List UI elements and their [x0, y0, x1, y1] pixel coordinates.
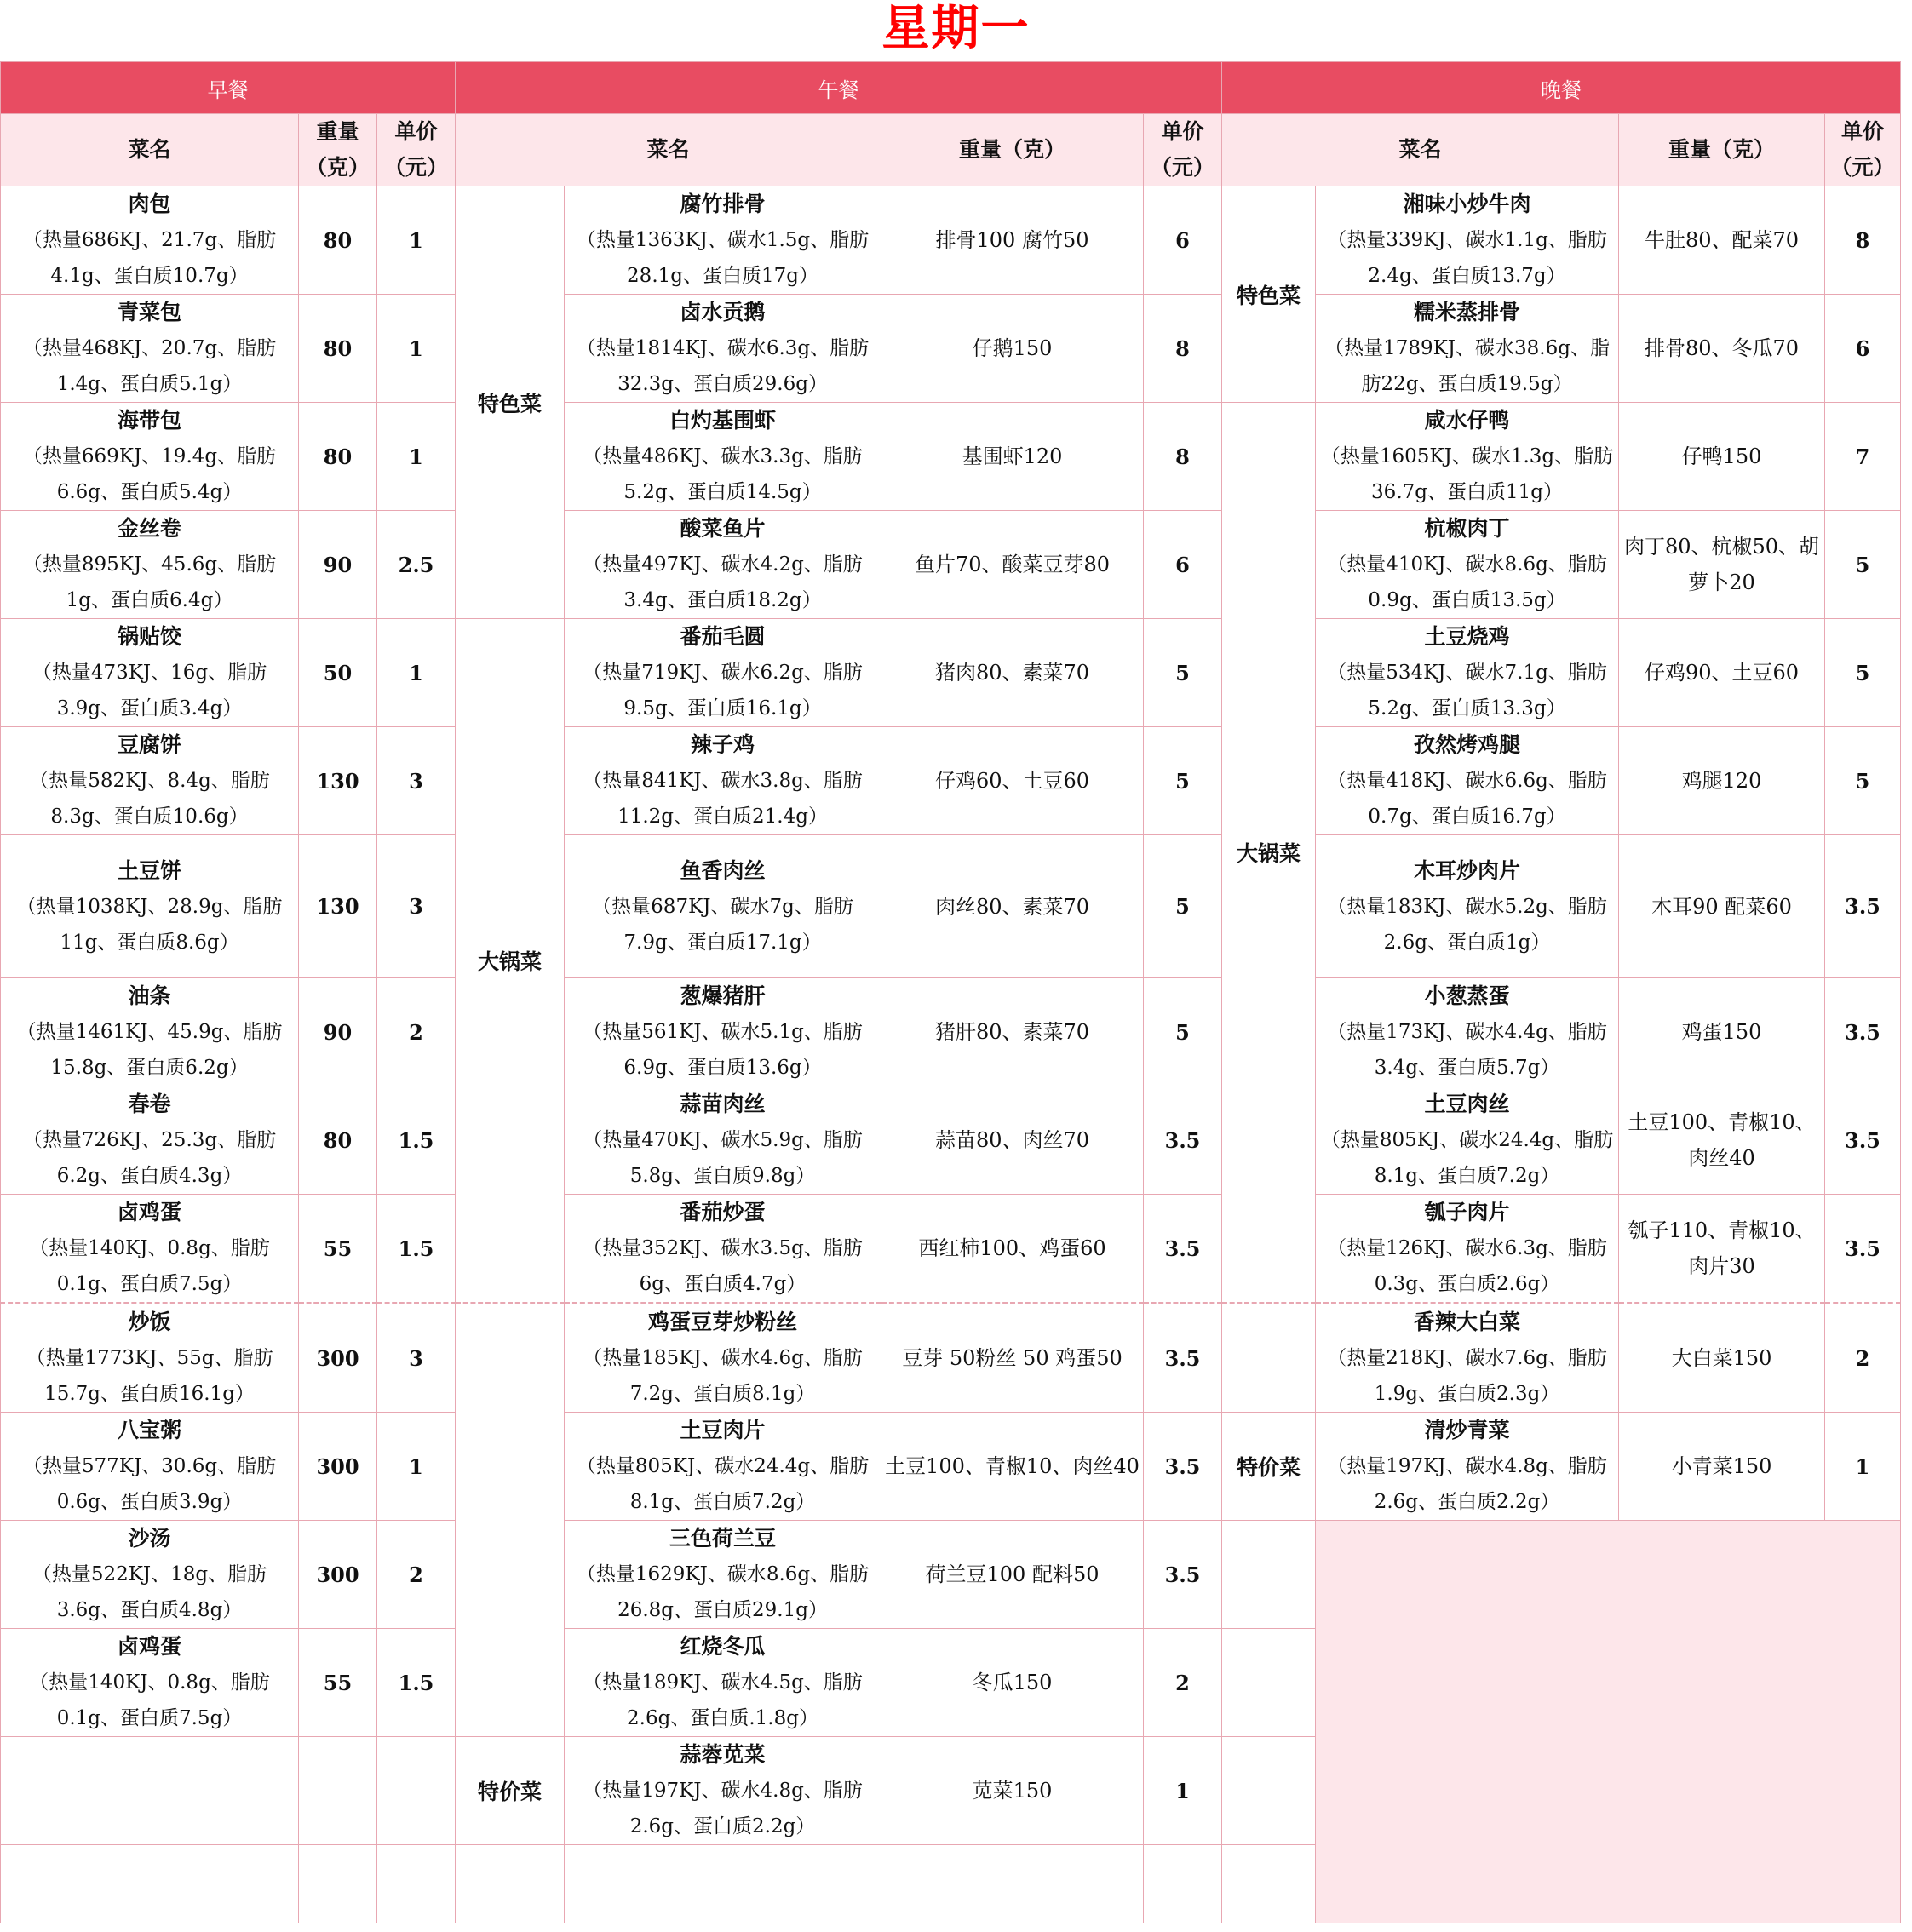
dinner-dish-cell [1316, 1304, 1619, 1413]
dinner-price: 3.5 [1825, 1086, 1901, 1195]
dinner-weight: 排骨80、冬瓜70 [1619, 295, 1825, 403]
dish-name: 孜然烤鸡腿 [1414, 732, 1521, 757]
lunch-weight: 冬瓜150 [881, 1629, 1144, 1737]
lunch-dish-cell [565, 978, 881, 1086]
dish-name: 卤水贡鹅 [680, 300, 766, 324]
dinner-price: 6 [1825, 295, 1901, 403]
dish-nutrition: （热量173KJ、碳水4.4g、脂肪3.4g、蛋白质5.7g） [1327, 1021, 1607, 1079]
empty-cell [1144, 1845, 1222, 1923]
table-row [1, 727, 1901, 835]
dish-nutrition: （热量805KJ、碳水24.4g、脂肪8.1g、蛋白质7.2g） [1320, 1129, 1614, 1187]
dish-nutrition: （热量218KJ、碳水7.6g、脂肪1.9g、蛋白质2.3g） [1327, 1347, 1607, 1405]
dish-nutrition: （热量126KJ、碳水6.3g、脂肪0.3g、蛋白质2.6g） [1327, 1237, 1607, 1295]
table-row [1, 403, 1901, 511]
dish-name: 腐竹排骨 [680, 192, 766, 216]
dish-nutrition: （热量183KJ、碳水5.2g、脂肪2.6g、蛋白质1g） [1327, 895, 1607, 954]
lunch-dish-cell [565, 186, 881, 295]
table-row [1, 511, 1901, 619]
dinner-weight: 鸡腿120 [1619, 727, 1825, 835]
lunch-dish-cell [565, 511, 881, 619]
breakfast-price: 1.5 [377, 1629, 456, 1737]
dish-name: 油条 [128, 983, 171, 1008]
dish-name: 卤鸡蛋 [117, 1634, 181, 1659]
breakfast-weight: 80 [299, 295, 377, 403]
breakfast-dish-cell [1, 1521, 299, 1629]
empty-cell [1, 1845, 299, 1923]
lunch-price: 3.5 [1144, 1521, 1222, 1629]
breakfast-weight: 50 [299, 619, 377, 727]
col-price: 单价（元） [1825, 114, 1901, 186]
col-weight: 重量（克） [1619, 114, 1825, 186]
dinner-price: 2 [1825, 1304, 1901, 1413]
lunch-weight: 排骨100 腐竹50 [881, 186, 1144, 295]
lunch-weight: 豆芽 50粉丝 50 鸡蛋50 [881, 1304, 1144, 1413]
lunch-weight: 基围虾120 [881, 403, 1144, 511]
dish-name: 白灼基围虾 [669, 408, 777, 433]
dish-nutrition: （热量561KJ、碳水5.1g、脂肪6.9g、蛋白质13.6g） [583, 1021, 863, 1079]
dish-name: 炒饭 [128, 1310, 171, 1334]
lunch-weight: 荷兰豆100 配料50 [881, 1521, 1144, 1629]
breakfast-price: 1 [377, 295, 456, 403]
lunch-dish-cell [565, 295, 881, 403]
dish-name: 八宝粥 [117, 1418, 181, 1442]
lunch-price: 5 [1144, 619, 1222, 727]
lunch-dish-cell [565, 1086, 881, 1195]
dinner-dish-cell [1316, 511, 1619, 619]
lunch-dish-cell [565, 1737, 881, 1845]
lunch-weight: 仔鹅150 [881, 295, 1144, 403]
lunch-dish-cell [565, 1304, 881, 1413]
dinner-category-special: 特色菜 [1222, 186, 1316, 403]
dish-name: 红烧冬瓜 [680, 1634, 766, 1659]
dish-nutrition: （热量669KJ、19.4g、脂肪6.6g、蛋白质5.4g） [22, 445, 277, 503]
dish-name: 蒜蓉苋菜 [680, 1742, 766, 1767]
breakfast-price: 3 [377, 1304, 456, 1413]
dish-name: 春卷 [128, 1092, 171, 1116]
lunch-price: 2 [1144, 1629, 1222, 1737]
page-title: 星期一 [881, 1, 1031, 56]
breakfast-price: 1 [377, 619, 456, 727]
lunch-price: 6 [1144, 511, 1222, 619]
lunch-price: 8 [1144, 295, 1222, 403]
empty-cell [1222, 1629, 1316, 1737]
dish-nutrition: （热量197KJ、碳水4.8g、脂肪2.6g、蛋白质2.2g） [1327, 1455, 1607, 1513]
lunch-weight: 西红柿100、鸡蛋60 [881, 1195, 1144, 1304]
breakfast-price: 1 [377, 1413, 456, 1521]
lunch-price: 6 [1144, 186, 1222, 295]
dish-name: 鱼香肉丝 [680, 857, 766, 883]
dinner-weight: 鸡蛋150 [1619, 978, 1825, 1086]
dish-name: 土豆烧鸡 [1424, 624, 1510, 649]
dish-name: 金丝卷 [117, 516, 181, 541]
dinner-dish-cell [1316, 727, 1619, 835]
dinner-price: 3.5 [1825, 1195, 1901, 1304]
dinner-category-blank [1222, 1304, 1316, 1413]
lunch-dish-cell [565, 727, 881, 835]
breakfast-price: 3 [377, 727, 456, 835]
menu-table [0, 61, 1901, 1923]
lunch-price: 5 [1144, 978, 1222, 1086]
col-price: 单价（元） [1144, 114, 1222, 186]
dinner-price: 1 [1825, 1413, 1901, 1521]
dish-nutrition: （热量534KJ、碳水7.1g、脂肪5.2g、蛋白质13.3g） [1327, 662, 1607, 719]
dish-nutrition: （热量1789KJ、碳水38.6g、脂肪22g、蛋白质19.5g） [1324, 337, 1610, 395]
dish-nutrition: （热量522KJ、18g、脂肪3.6g、蛋白质4.8g） [32, 1563, 267, 1621]
dish-nutrition: （热量418KJ、碳水6.6g、脂肪0.7g、蛋白质16.7g） [1327, 770, 1607, 828]
dinner-dish-cell [1316, 1086, 1619, 1195]
dinner-weight: 肉丁80、杭椒50、胡萝卜20 [1619, 511, 1825, 619]
table-row [1, 1086, 1901, 1195]
dinner-weight: 瓠子110、青椒10、肉片30 [1619, 1195, 1825, 1304]
dish-nutrition: （热量1629KJ、碳水8.6g、脂肪26.8g、蛋白质29.1g） [576, 1563, 870, 1621]
table-row [1, 1521, 1901, 1629]
dish-nutrition: （热量686KJ、21.7g、脂肪4.1g、蛋白质10.7g） [22, 229, 277, 287]
lunch-price: 3.5 [1144, 1086, 1222, 1195]
breakfast-dish-cell [1, 1195, 299, 1304]
table-row [1, 619, 1901, 727]
dish-nutrition: （热量140KJ、0.8g、脂肪0.1g、蛋白质7.5g） [29, 1671, 270, 1729]
col-name: 菜名 [1222, 114, 1619, 186]
dish-name: 土豆饼 [117, 857, 181, 883]
breakfast-weight: 80 [299, 403, 377, 511]
dish-nutrition: （热量687KJ、碳水7g、脂肪7.9g、蛋白质17.1g） [592, 895, 853, 954]
dish-nutrition: （热量805KJ、碳水24.4g、脂肪8.1g、蛋白质7.2g） [576, 1455, 870, 1513]
breakfast-price: 1 [377, 186, 456, 295]
lunch-category-special: 特色菜 [456, 186, 565, 619]
dinner-weight: 小青菜150 [1619, 1413, 1825, 1521]
breakfast-dish-cell [1, 1086, 299, 1195]
lunch-dish-cell [565, 1629, 881, 1737]
dish-name: 鸡蛋豆芽炒粉丝 [648, 1310, 798, 1334]
breakfast-dish-cell [1, 978, 299, 1086]
empty-cell [456, 1845, 565, 1923]
dish-nutrition: （热量189KJ、碳水4.5g、脂肪2.6g、蛋白质.1.8g） [583, 1671, 863, 1729]
dish-name: 湘味小炒牛肉 [1403, 192, 1531, 216]
lunch-weight: 苋菜150 [881, 1737, 1144, 1845]
lunch-weight: 土豆100、青椒10、肉丝40 [881, 1413, 1144, 1521]
meal-breakfast: 早餐 [1, 62, 456, 114]
lunch-price: 3.5 [1144, 1304, 1222, 1413]
col-weight: 重量（克） [299, 114, 377, 186]
lunch-price: 3.5 [1144, 1195, 1222, 1304]
lunch-dish-cell [565, 1413, 881, 1521]
lunch-weight: 猪肉80、素菜70 [881, 619, 1144, 727]
dish-nutrition: （热量577KJ、30.6g、脂肪0.6g、蛋白质3.9g） [22, 1455, 277, 1513]
empty-cell [1, 1737, 299, 1845]
empty-cell [1222, 1737, 1316, 1845]
empty-cell [377, 1845, 456, 1923]
lunch-price: 8 [1144, 403, 1222, 511]
dish-name: 咸水仔鸭 [1424, 408, 1510, 433]
breakfast-weight: 130 [299, 835, 377, 978]
lunch-category-blank [456, 1304, 565, 1737]
dish-nutrition: （热量841KJ、碳水3.8g、脂肪11.2g、蛋白质21.4g） [583, 770, 863, 828]
dish-nutrition: （热量1038KJ、28.9g、脂肪11g、蛋白质8.6g） [16, 895, 283, 954]
breakfast-dish-cell [1, 403, 299, 511]
dish-nutrition: （热量1814KJ、碳水6.3g、脂肪32.3g、蛋白质29.6g） [576, 337, 870, 395]
dinner-weight: 牛肚80、配菜70 [1619, 186, 1825, 295]
breakfast-price: 1.5 [377, 1086, 456, 1195]
dish-nutrition: （热量339KJ、碳水1.1g、脂肪2.4g、蛋白质13.7g） [1327, 229, 1607, 287]
breakfast-weight: 300 [299, 1304, 377, 1413]
breakfast-dish-cell [1, 835, 299, 978]
dish-nutrition: （热量410KJ、碳水8.6g、脂肪0.9g、蛋白质13.5g） [1327, 553, 1607, 611]
dish-name: 香辣大白菜 [1414, 1310, 1521, 1334]
dish-nutrition: （热量582KJ、8.4g、脂肪8.3g、蛋白质10.6g） [29, 770, 270, 828]
dinner-weight: 仔鸡90、土豆60 [1619, 619, 1825, 727]
dish-nutrition: （热量185KJ、碳水4.6g、脂肪7.2g、蛋白质8.1g） [583, 1347, 863, 1405]
col-name: 菜名 [456, 114, 881, 186]
dinner-price: 5 [1825, 619, 1901, 727]
breakfast-price: 2 [377, 1521, 456, 1629]
breakfast-weight: 55 [299, 1629, 377, 1737]
dinner-price: 3.5 [1825, 978, 1901, 1086]
col-name: 菜名 [1, 114, 299, 186]
dinner-dish-cell [1316, 1195, 1619, 1304]
dinner-weight: 仔鸭150 [1619, 403, 1825, 511]
dinner-price: 5 [1825, 727, 1901, 835]
table-row [1, 186, 1901, 295]
lunch-weight: 仔鸡60、土豆60 [881, 727, 1144, 835]
dish-nutrition: （热量497KJ、碳水4.2g、脂肪3.4g、蛋白质18.2g） [583, 553, 863, 611]
breakfast-weight: 130 [299, 727, 377, 835]
dinner-dish-cell [1316, 835, 1619, 978]
breakfast-dish-cell [1, 1629, 299, 1737]
dish-nutrition: （热量486KJ、碳水3.3g、脂肪5.2g、蛋白质14.5g） [583, 445, 863, 503]
breakfast-dish-cell [1, 727, 299, 835]
dinner-price: 8 [1825, 186, 1901, 295]
dish-name: 土豆肉片 [680, 1418, 766, 1442]
col-price: 单价（元） [377, 114, 456, 186]
dish-name: 蒜苗肉丝 [680, 1092, 766, 1116]
breakfast-price: 3 [377, 835, 456, 978]
dinner-category-bargain: 特价菜 [1222, 1413, 1316, 1521]
dish-name: 豆腐饼 [117, 732, 181, 757]
lunch-category-bargain: 特价菜 [456, 1737, 565, 1845]
dish-nutrition: （热量1605KJ、碳水1.3g、脂肪36.7g、蛋白质11g） [1320, 445, 1614, 503]
lunch-weight: 肉丝80、素菜70 [881, 835, 1144, 978]
dish-name: 青菜包 [117, 300, 181, 324]
dinner-dish-cell [1316, 403, 1619, 511]
dinner-price: 3.5 [1825, 835, 1901, 978]
lunch-weight: 蒜苗80、肉丝70 [881, 1086, 1144, 1195]
dish-nutrition: （热量470KJ、碳水5.9g、脂肪5.8g、蛋白质9.8g） [583, 1129, 863, 1187]
lunch-price: 5 [1144, 727, 1222, 835]
dish-name: 糯米蒸排骨 [1414, 300, 1521, 324]
table-row [1, 295, 1901, 403]
breakfast-weight: 80 [299, 186, 377, 295]
breakfast-weight: 80 [299, 1086, 377, 1195]
dinner-price: 5 [1825, 511, 1901, 619]
breakfast-weight: 90 [299, 978, 377, 1086]
lunch-dish-cell [565, 403, 881, 511]
col-weight: 重量（克） [881, 114, 1144, 186]
breakfast-price: 1 [377, 403, 456, 511]
breakfast-price: 2 [377, 978, 456, 1086]
dinner-dish-cell [1316, 1413, 1619, 1521]
breakfast-dish-cell [1, 1304, 299, 1413]
dish-name: 土豆肉丝 [1424, 1092, 1510, 1116]
meal-dinner: 晚餐 [1222, 62, 1901, 114]
dish-nutrition: （热量352KJ、碳水3.5g、脂肪6g、蛋白质4.7g） [583, 1237, 863, 1295]
lunch-dish-cell [565, 619, 881, 727]
empty-cell [881, 1845, 1144, 1923]
dinner-dish-cell [1316, 186, 1619, 295]
dinner-weight: 大白菜150 [1619, 1304, 1825, 1413]
dish-nutrition: （热量1363KJ、碳水1.5g、脂肪28.1g、蛋白质17g） [576, 229, 870, 287]
dish-name: 锅贴饺 [117, 624, 181, 649]
breakfast-weight: 300 [299, 1413, 377, 1521]
breakfast-dish-cell [1, 186, 299, 295]
dish-name: 小葱蒸蛋 [1424, 983, 1510, 1008]
lunch-category-bigpot: 大锅菜 [456, 619, 565, 1304]
empty-cell [1222, 1845, 1316, 1923]
meal-header-row [1, 62, 1901, 114]
dish-nutrition: （热量895KJ、45.6g、脂肪1g、蛋白质6.4g） [22, 553, 277, 611]
dinner-dish-cell [1316, 619, 1619, 727]
table-row [1, 1304, 1901, 1413]
dish-nutrition: （热量468KJ、20.7g、脂肪1.4g、蛋白质5.1g） [22, 337, 277, 395]
empty-cell [377, 1737, 456, 1845]
dish-name: 辣子鸡 [691, 732, 755, 757]
dish-name: 卤鸡蛋 [117, 1200, 181, 1224]
lunch-dish-cell [565, 1195, 881, 1304]
table-row [1, 835, 1901, 978]
empty-cell [299, 1737, 377, 1845]
lunch-price: 1 [1144, 1737, 1222, 1845]
dish-name: 肉包 [128, 192, 171, 216]
dish-nutrition: （热量473KJ、16g、脂肪3.9g、蛋白质3.4g） [32, 662, 267, 719]
dish-name: 木耳炒肉片 [1414, 857, 1521, 883]
breakfast-dish-cell [1, 1413, 299, 1521]
empty-cell [1222, 1521, 1316, 1629]
dish-name: 番茄炒蛋 [680, 1200, 766, 1224]
meal-lunch: 午餐 [456, 62, 1222, 114]
dish-name: 葱爆猪肝 [680, 983, 766, 1008]
lunch-price: 5 [1144, 835, 1222, 978]
dish-nutrition: （热量1461KJ、45.9g、脂肪15.8g、蛋白质6.2g） [16, 1021, 283, 1079]
breakfast-price: 1.5 [377, 1195, 456, 1304]
breakfast-price: 2.5 [377, 511, 456, 619]
dish-nutrition: （热量726KJ、25.3g、脂肪6.2g、蛋白质4.3g） [22, 1129, 277, 1187]
dish-name: 海带包 [117, 408, 181, 433]
dish-nutrition: （热量140KJ、0.8g、脂肪0.1g、蛋白质7.5g） [29, 1237, 270, 1295]
dish-nutrition: （热量197KJ、碳水4.8g、脂肪2.6g、蛋白质2.2g） [583, 1780, 863, 1837]
dinner-dish-cell [1316, 978, 1619, 1086]
dish-name: 杭椒肉丁 [1424, 516, 1510, 541]
dish-name: 沙汤 [128, 1526, 171, 1551]
dinner-weight: 木耳90 配菜60 [1619, 835, 1825, 978]
empty-cell [565, 1845, 881, 1923]
dish-name: 瓠子肉片 [1424, 1200, 1510, 1224]
dish-name: 番茄毛圆 [680, 624, 766, 649]
table-row [1, 1413, 1901, 1521]
dinner-price: 7 [1825, 403, 1901, 511]
breakfast-dish-cell [1, 619, 299, 727]
breakfast-weight: 55 [299, 1195, 377, 1304]
breakfast-dish-cell [1, 511, 299, 619]
lunch-dish-cell [565, 1521, 881, 1629]
breakfast-weight: 300 [299, 1521, 377, 1629]
dinner-category-bigpot: 大锅菜 [1222, 403, 1316, 1304]
lunch-weight: 猪肝80、素菜70 [881, 978, 1144, 1086]
lunch-dish-cell [565, 835, 881, 978]
dinner-weight: 土豆100、青椒10、肉丝40 [1619, 1086, 1825, 1195]
lunch-price: 3.5 [1144, 1413, 1222, 1521]
breakfast-dish-cell [1, 295, 299, 403]
dish-nutrition: （热量1773KJ、55g、脂肪15.7g、蛋白质16.1g） [26, 1347, 273, 1405]
dish-name: 清炒青菜 [1424, 1418, 1510, 1442]
column-header-row [1, 114, 1901, 186]
breakfast-weight: 90 [299, 511, 377, 619]
empty-cell [299, 1845, 377, 1923]
dish-name: 酸菜鱼片 [680, 516, 766, 541]
dinner-blank-block [1316, 1521, 1901, 1923]
table-row [1, 1195, 1901, 1304]
dish-name: 三色荷兰豆 [669, 1526, 777, 1551]
lunch-weight: 鱼片70、酸菜豆芽80 [881, 511, 1144, 619]
table-row [1, 978, 1901, 1086]
dish-nutrition: （热量719KJ、碳水6.2g、脂肪9.5g、蛋白质16.1g） [583, 662, 863, 719]
dinner-dish-cell [1316, 295, 1619, 403]
